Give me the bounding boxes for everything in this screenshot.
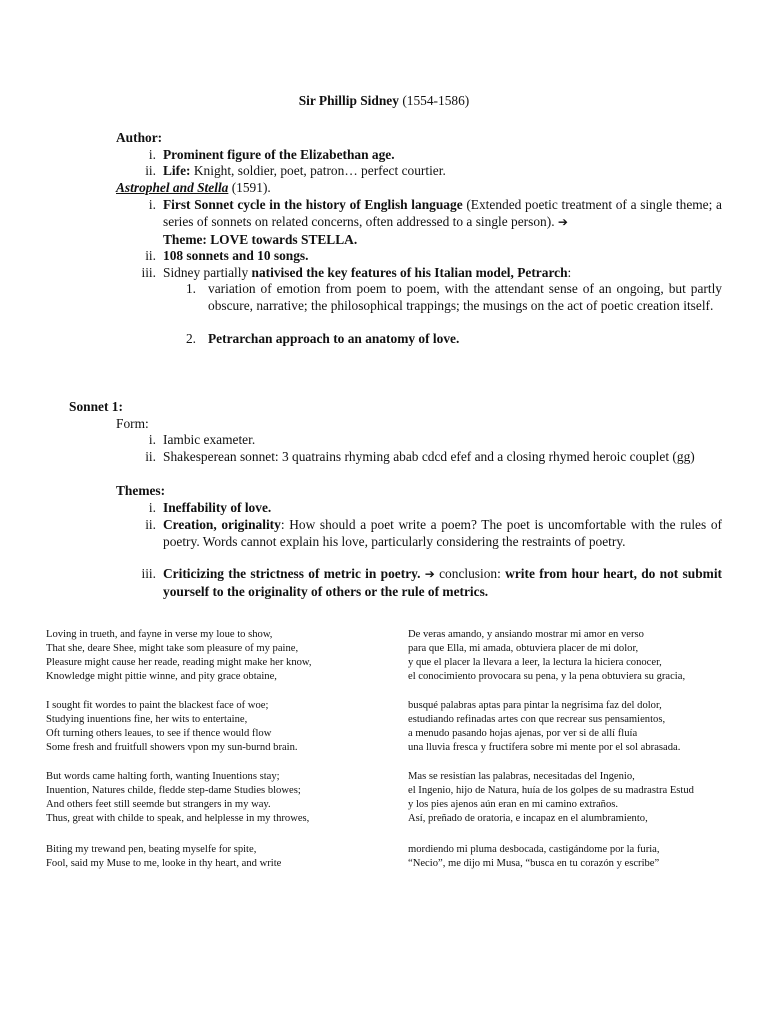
poem-line: Some fresh and fruitfull showers vpon my sun-burnd brain. [46,742,298,753]
poem-spanish-stanza-4 [408,843,660,871]
list-number: ii. [145,163,156,178]
theme-item-3-bold2: write from hour heart, do not submit yourself to the originality of others or the rule of metrics. [163,566,722,599]
work-title-line [116,179,271,196]
form-item-2: Shakesperean sonnet: 3 quatrains rhyming abab cdcd efef and a closing rhymed heroic couplet (gg) [163,449,695,464]
poem-line: busqué palabras aptas para pintar la negrísima faz del dolor, [408,700,662,711]
work-item-3-bold: nativised the key features of his Italian model, Petrarch [251,265,568,280]
work-item-1-text: (Extended poetic treatment of a single theme; a series of sonnets on related concerns, often addressed to a single person). [163,197,722,229]
poem-line: Loving in trueth, and fayne in verse my loue to show, [46,629,273,640]
poem-english-stanza-1 [46,628,312,684]
poem-line: el Ingenio, hijo de Natura, huía de los golpes de su madrastra Estud [408,785,694,796]
poem-line: Fool, said my Muse to me, looke in thy heart, and write [46,858,282,869]
sub-item-2: Petrarchan approach to an anatomy of love. [208,331,460,346]
poem-line: estudiando refinadas artes con que recrear sus pensamientos, [408,714,666,725]
author-heading: Author: [116,130,163,145]
poet-dates: (1554-1586) [402,93,470,108]
poem-line: una lluvia fresca y fructífera sobre mi mente por el sol abrasada. [408,742,681,753]
poem-english-stanza-2 [46,699,298,755]
list-number: i. [148,500,156,515]
work-item-2-bold: 108 sonnets and 10 songs. [163,248,309,263]
sonnet-heading: Sonnet 1: [69,399,123,414]
poem-line: a menudo pasando hojas ajenas, por ver si de allí fluía [408,728,638,739]
poem-line: I sought fit wordes to paint the blackest face of woe; [46,700,269,711]
poem-line: y que el placer la llevara a leer, la lectura la hiciera conocer, [408,657,662,668]
poem-line: Biting my trewand pen, beating myselfe for spite, [46,844,257,855]
poem-line: “Necio”, me dijo mi Musa, “busca en tu corazón y escribe” [408,858,660,869]
list-number: i. [148,432,156,447]
theme-item-3 [163,565,722,600]
themes-heading: Themes: [116,483,166,498]
poem-line: But words came halting forth, wanting Inuentions stay; [46,771,280,782]
author-item-bold: Prominent figure of the Elizabethan age. [163,147,395,162]
list-number: iii. [141,265,156,280]
poem-line: Así, preñado de oratoria, e incapaz en el alumbramiento, [408,813,648,824]
theme-item-2-bold: Creation, originality [163,517,281,532]
poem-line: That she, deare Shee, might take som pleasure of my paine, [46,643,299,654]
poem-line: y los pies ajenos aún eran en mi camino extraños. [408,799,619,810]
sub-item-1: variation of emotion from poem to poem, with the attendant sense of an ongoing, but partly obscure, narrative; the philosophical trappings; the musings on the act of poetic creation itself. [208,281,722,313]
poem-line: Knowledge might pittie winne, and pity grace obtaine, [46,671,277,682]
author-item-text: Knight, soldier, poet, patron… perfect courtier. [190,163,446,178]
theme-item-1-bold: Ineffability of love. [163,500,272,515]
work-item-1 [163,196,722,248]
poem-english-stanza-3 [46,770,309,826]
poem-line: para que Ella, mi amada, obtuviera placer de mi dolor, [408,643,639,654]
work-title: Astrophel and Stella [116,180,229,195]
form-item-1-text: Iambic exameter. [163,432,256,447]
form-heading: Form: [116,416,149,431]
arrow-icon: ➔ [424,567,435,581]
poem-line: el conocimiento provocara su pena, y la pena obtuviera su gracia, [408,671,686,682]
page-title [0,93,768,109]
theme-item-2-text: : How should a poet write a poem? The poet is uncomfortable with the rules of poetry. Words cannot explain his love, particularly considering the restraints of poetry. [163,517,723,549]
poem-line: mordiendo mi pluma desbocada, castigándome por la furia, [408,844,660,855]
poem-spanish-stanza-2 [408,699,680,755]
poem-line: Oft turning others leaues, to see if thence would flow [46,728,272,739]
list-number: ii. [145,248,156,263]
poem-spanish-stanza-3 [408,770,694,826]
poem-line: Pleasure might cause her reade, reading might make her know, [46,657,312,668]
arrow-icon: ➔ [557,215,568,229]
poem-line: Studying inuentions fine, her wits to entertaine, [46,714,248,725]
list-number: i. [148,147,156,162]
work-year: (1591). [228,180,271,195]
poem-line: Thus, great with childe to speak, and helplesse in my throwes, [46,813,310,824]
author-item-bold: Life: [163,163,191,178]
work-theme: Theme: LOVE towards STELLA. [163,232,358,247]
theme-item-3-mid: conclusion: [434,566,506,581]
poem-spanish-stanza-1 [408,628,685,684]
poem-line: Mas se resistían las palabras, necesitadas del Ingenio, [408,771,635,782]
theme-item-3-bold: Criticizing the strictness of metric in poetry. [163,566,421,581]
theme-item-2 [163,516,722,550]
work-item-3-post: : [567,265,572,280]
poem-line: De veras amando, y ansiando mostrar mi amor en verso [408,629,644,640]
poem-english-stanza-4 [46,843,281,871]
poem-line: Inuention, Natures childe, fledde step-dame Studies blowes; [46,785,301,796]
work-item-1-bold: First Sonnet cycle in the history of English language [163,197,463,212]
poet-name: Sir Phillip Sidney [298,93,399,108]
work-item-3-pre: Sidney partially [163,265,252,280]
poem-line: And others feet still seemde but strangers in my way. [46,799,271,810]
